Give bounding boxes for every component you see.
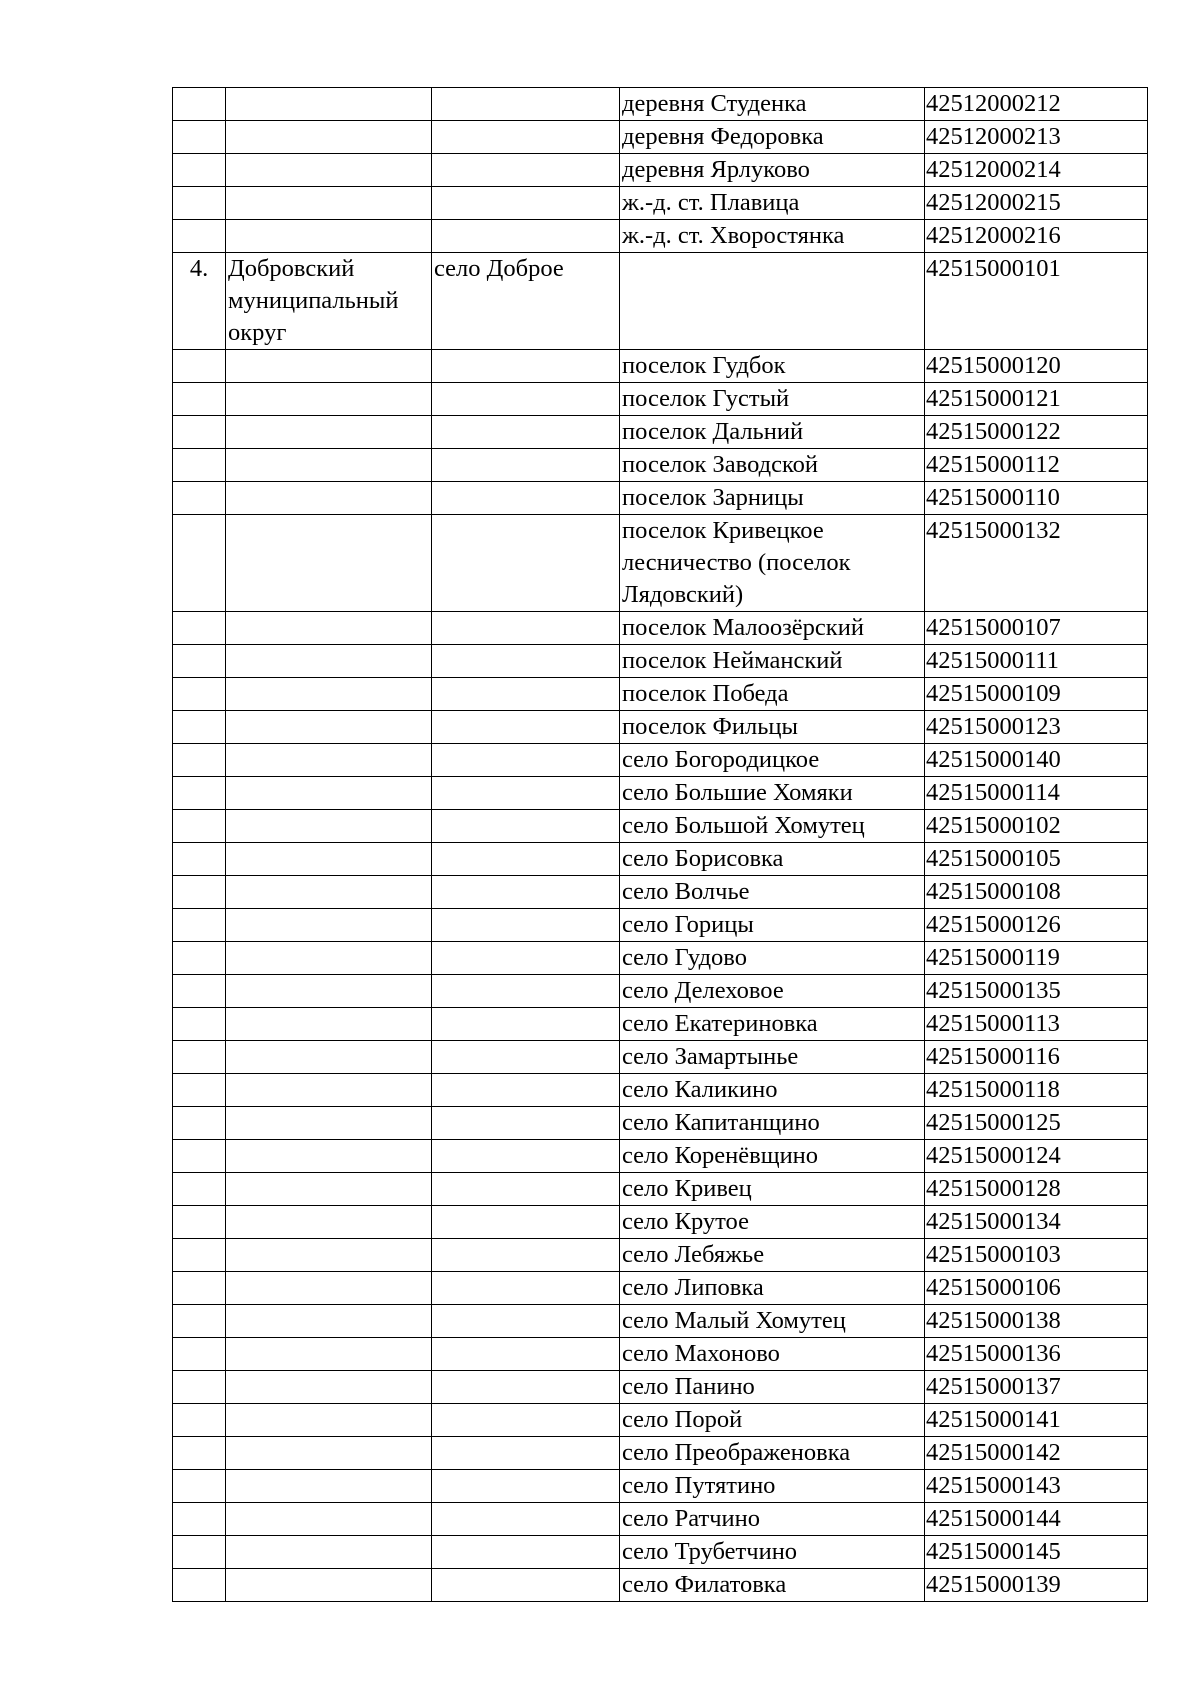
settlement-name-cell: село Капитанщино <box>620 1107 925 1140</box>
code-cell: 42515000124 <box>925 1140 1148 1173</box>
admin-center-cell <box>432 1437 620 1470</box>
settlement-name-cell: село Ратчино <box>620 1503 925 1536</box>
table-row <box>173 843 1148 876</box>
admin-center-cell <box>432 612 620 645</box>
table-row <box>173 1470 1148 1503</box>
admin-center-cell <box>432 1140 620 1173</box>
district-cell <box>226 1569 432 1602</box>
row-number-cell <box>173 876 226 909</box>
district-cell <box>226 810 432 843</box>
settlement-name-cell: поселок Заводской <box>620 449 925 482</box>
district-cell <box>226 1470 432 1503</box>
table-row <box>173 711 1148 744</box>
table-row <box>173 1437 1148 1470</box>
admin-center-cell <box>432 220 620 253</box>
district-cell <box>226 645 432 678</box>
row-number-cell <box>173 383 226 416</box>
table-row <box>173 876 1148 909</box>
code-cell: 42515000119 <box>925 942 1148 975</box>
district-cell <box>226 1239 432 1272</box>
admin-center-cell <box>432 1239 620 1272</box>
admin-center-cell <box>432 975 620 1008</box>
district-cell <box>226 777 432 810</box>
table-row <box>173 253 1148 350</box>
admin-center-cell <box>432 121 620 154</box>
table-row <box>173 975 1148 1008</box>
admin-center-cell <box>432 482 620 515</box>
district-cell <box>226 1371 432 1404</box>
table-row <box>173 1503 1148 1536</box>
admin-center-cell <box>432 1107 620 1140</box>
admin-center-cell <box>432 843 620 876</box>
admin-center-cell <box>432 1272 620 1305</box>
row-number-cell <box>173 777 226 810</box>
row-number-cell <box>173 1536 226 1569</box>
code-cell: 42512000216 <box>925 220 1148 253</box>
row-number-cell <box>173 1371 226 1404</box>
district-cell <box>226 612 432 645</box>
district-cell <box>226 1503 432 1536</box>
admin-center-cell <box>432 876 620 909</box>
table-row <box>173 1305 1148 1338</box>
settlement-name-cell: село Малый Хомутец <box>620 1305 925 1338</box>
code-cell: 42515000121 <box>925 383 1148 416</box>
settlement-name-cell: село Богородицкое <box>620 744 925 777</box>
row-number-cell <box>173 843 226 876</box>
row-number-cell <box>173 1239 226 1272</box>
row-number-cell <box>173 1569 226 1602</box>
row-number-cell <box>173 449 226 482</box>
table-row <box>173 1338 1148 1371</box>
settlement-name-cell: село Горицы <box>620 909 925 942</box>
settlement-name-cell: село Борисовка <box>620 843 925 876</box>
settlement-name-cell: поселок Кривецкое лесничество (поселок Лядовский) <box>620 515 925 612</box>
code-cell: 42515000140 <box>925 744 1148 777</box>
code-cell: 42515000107 <box>925 612 1148 645</box>
settlement-name-cell: село Большие Хомяки <box>620 777 925 810</box>
code-cell: 42512000212 <box>925 88 1148 121</box>
table-row <box>173 1041 1148 1074</box>
admin-center-cell <box>432 810 620 843</box>
admin-center-cell <box>432 1041 620 1074</box>
table-row <box>173 678 1148 711</box>
admin-center-cell <box>432 1173 620 1206</box>
code-cell: 42512000215 <box>925 187 1148 220</box>
row-number-cell <box>173 88 226 121</box>
row-number-cell <box>173 942 226 975</box>
admin-center-cell <box>432 744 620 777</box>
district-cell <box>226 942 432 975</box>
code-cell: 42512000214 <box>925 154 1148 187</box>
row-number-cell <box>173 220 226 253</box>
settlement-name-cell: село Каликино <box>620 1074 925 1107</box>
table-row <box>173 154 1148 187</box>
district-cell <box>226 1008 432 1041</box>
settlement-name-cell: село Замартынье <box>620 1041 925 1074</box>
admin-center-cell <box>432 449 620 482</box>
settlement-name-cell: село Филатовка <box>620 1569 925 1602</box>
code-cell: 42515000108 <box>925 876 1148 909</box>
table-row <box>173 1536 1148 1569</box>
settlement-name-cell: село Крутое <box>620 1206 925 1239</box>
row-number-cell <box>173 416 226 449</box>
row-number-cell <box>173 1272 226 1305</box>
code-cell: 42515000106 <box>925 1272 1148 1305</box>
code-cell: 42515000116 <box>925 1041 1148 1074</box>
table-row <box>173 1206 1148 1239</box>
code-cell: 42515000103 <box>925 1239 1148 1272</box>
settlement-name-cell: поселок Малоозёрский <box>620 612 925 645</box>
district-cell <box>226 187 432 220</box>
district-cell <box>226 416 432 449</box>
table-row <box>173 220 1148 253</box>
row-number-cell <box>173 515 226 612</box>
row-number-cell <box>173 1470 226 1503</box>
admin-center-cell <box>432 1008 620 1041</box>
admin-center-cell <box>432 711 620 744</box>
district-cell <box>226 482 432 515</box>
district-cell <box>226 1074 432 1107</box>
settlement-name-cell: поселок Фильцы <box>620 711 925 744</box>
district-cell <box>226 1107 432 1140</box>
district-cell <box>226 1272 432 1305</box>
row-number-cell <box>173 1503 226 1536</box>
table-row <box>173 1140 1148 1173</box>
table-row <box>173 449 1148 482</box>
settlement-name-cell: ж.-д. ст. Хворостянка <box>620 220 925 253</box>
admin-center-cell <box>432 1470 620 1503</box>
district-cell <box>226 154 432 187</box>
district-cell <box>226 744 432 777</box>
row-number-cell <box>173 1305 226 1338</box>
settlement-name-cell: поселок Гудбок <box>620 350 925 383</box>
row-number-cell <box>173 612 226 645</box>
admin-center-cell <box>432 1404 620 1437</box>
admin-center-cell <box>432 1503 620 1536</box>
admin-center-cell <box>432 1536 620 1569</box>
district-cell <box>226 1305 432 1338</box>
code-cell: 42515000143 <box>925 1470 1148 1503</box>
settlement-name-cell: деревня Студенка <box>620 88 925 121</box>
settlement-name-cell: ж.-д. ст. Плавица <box>620 187 925 220</box>
settlement-name-cell: село Гудово <box>620 942 925 975</box>
admin-center-cell <box>432 645 620 678</box>
row-number-cell <box>173 744 226 777</box>
table-row <box>173 1239 1148 1272</box>
row-number-cell <box>173 711 226 744</box>
settlement-name-cell <box>620 253 925 350</box>
settlement-name-cell: село Порой <box>620 1404 925 1437</box>
code-cell: 42515000135 <box>925 975 1148 1008</box>
table-row <box>173 1371 1148 1404</box>
district-cell <box>226 449 432 482</box>
row-number-cell <box>173 909 226 942</box>
settlement-name-cell: поселок Зарницы <box>620 482 925 515</box>
admin-center-cell <box>432 777 620 810</box>
code-cell: 42515000138 <box>925 1305 1148 1338</box>
table-row <box>173 777 1148 810</box>
table-row <box>173 416 1148 449</box>
row-number-cell <box>173 810 226 843</box>
row-number-cell <box>173 1074 226 1107</box>
row-number-cell <box>173 678 226 711</box>
admin-center-cell <box>432 416 620 449</box>
admin-center-cell <box>432 1569 620 1602</box>
admin-center-cell <box>432 1371 620 1404</box>
district-cell <box>226 515 432 612</box>
settlement-name-cell: село Трубетчино <box>620 1536 925 1569</box>
admin-center-cell <box>432 1206 620 1239</box>
code-cell: 42515000141 <box>925 1404 1148 1437</box>
settlement-name-cell: село Коренёвщино <box>620 1140 925 1173</box>
code-cell: 42515000126 <box>925 909 1148 942</box>
admin-center-cell <box>432 909 620 942</box>
district-cell <box>226 1404 432 1437</box>
code-cell: 42515000109 <box>925 678 1148 711</box>
district-cell <box>226 1206 432 1239</box>
row-number-cell <box>173 975 226 1008</box>
district-cell <box>226 350 432 383</box>
table-row <box>173 810 1148 843</box>
settlement-name-cell: село Липовка <box>620 1272 925 1305</box>
district-cell <box>226 975 432 1008</box>
row-number-cell <box>173 1173 226 1206</box>
table-row <box>173 482 1148 515</box>
code-cell: 42515000137 <box>925 1371 1148 1404</box>
row-number-cell <box>173 482 226 515</box>
table-row <box>173 1272 1148 1305</box>
row-number-cell <box>173 1107 226 1140</box>
code-cell: 42515000144 <box>925 1503 1148 1536</box>
settlement-name-cell: поселок Густый <box>620 383 925 416</box>
row-number-cell <box>173 1338 226 1371</box>
code-cell: 42515000145 <box>925 1536 1148 1569</box>
settlement-name-cell: село Лебяжье <box>620 1239 925 1272</box>
district-cell: Добровский муниципальный округ <box>226 253 432 350</box>
row-number-cell <box>173 154 226 187</box>
settlement-name-cell: село Преображеновка <box>620 1437 925 1470</box>
table-row <box>173 1074 1148 1107</box>
table-row <box>173 121 1148 154</box>
row-number-cell: 4. <box>173 253 226 350</box>
admin-center-cell <box>432 383 620 416</box>
district-cell <box>226 1173 432 1206</box>
code-cell: 42515000134 <box>925 1206 1148 1239</box>
table-row <box>173 350 1148 383</box>
code-cell: 42515000120 <box>925 350 1148 383</box>
row-number-cell <box>173 1041 226 1074</box>
admin-center-cell <box>432 88 620 121</box>
row-number-cell <box>173 121 226 154</box>
district-cell <box>226 1536 432 1569</box>
code-cell: 42515000139 <box>925 1569 1148 1602</box>
row-number-cell <box>173 350 226 383</box>
table-row <box>173 1404 1148 1437</box>
code-cell: 42515000136 <box>925 1338 1148 1371</box>
table-row <box>173 1569 1148 1602</box>
code-cell: 42515000101 <box>925 253 1148 350</box>
district-cell <box>226 843 432 876</box>
code-cell: 42515000105 <box>925 843 1148 876</box>
table-row <box>173 942 1148 975</box>
settlement-name-cell: село Путятино <box>620 1470 925 1503</box>
code-cell: 42515000114 <box>925 777 1148 810</box>
row-number-cell <box>173 1437 226 1470</box>
row-number-cell <box>173 645 226 678</box>
district-cell <box>226 1437 432 1470</box>
row-number-cell <box>173 1008 226 1041</box>
settlement-name-cell: поселок Нейманский <box>620 645 925 678</box>
code-cell: 42515000118 <box>925 1074 1148 1107</box>
settlement-name-cell: деревня Федоровка <box>620 121 925 154</box>
table-row <box>173 645 1148 678</box>
district-cell <box>226 121 432 154</box>
table-row <box>173 187 1148 220</box>
code-cell: 42515000111 <box>925 645 1148 678</box>
admin-center-cell <box>432 942 620 975</box>
admin-center-cell <box>432 187 620 220</box>
district-cell <box>226 1338 432 1371</box>
code-cell: 42515000122 <box>925 416 1148 449</box>
district-cell <box>226 678 432 711</box>
table-row <box>173 1107 1148 1140</box>
settlement-name-cell: поселок Победа <box>620 678 925 711</box>
settlement-name-cell: село Кривец <box>620 1173 925 1206</box>
district-cell <box>226 1041 432 1074</box>
settlement-name-cell: село Волчье <box>620 876 925 909</box>
code-cell: 42515000142 <box>925 1437 1148 1470</box>
district-cell <box>226 383 432 416</box>
row-number-cell <box>173 1140 226 1173</box>
table-row <box>173 1173 1148 1206</box>
district-cell <box>226 1140 432 1173</box>
code-cell: 42515000123 <box>925 711 1148 744</box>
code-cell: 42515000102 <box>925 810 1148 843</box>
table-row <box>173 515 1148 612</box>
code-cell: 42515000132 <box>925 515 1148 612</box>
settlement-name-cell: поселок Дальний <box>620 416 925 449</box>
table-row <box>173 1008 1148 1041</box>
admin-center-cell <box>432 1338 620 1371</box>
admin-center-cell: село Доброе <box>432 253 620 350</box>
code-cell: 42515000125 <box>925 1107 1148 1140</box>
admin-center-cell <box>432 350 620 383</box>
row-number-cell <box>173 187 226 220</box>
district-cell <box>226 88 432 121</box>
settlement-code-table <box>172 87 1148 1602</box>
settlement-name-cell: село Махоново <box>620 1338 925 1371</box>
district-cell <box>226 220 432 253</box>
district-cell <box>226 876 432 909</box>
admin-center-cell <box>432 1305 620 1338</box>
settlement-name-cell: село Екатериновка <box>620 1008 925 1041</box>
district-cell <box>226 711 432 744</box>
table-row <box>173 612 1148 645</box>
row-number-cell <box>173 1206 226 1239</box>
admin-center-cell <box>432 1074 620 1107</box>
settlement-name-cell: деревня Ярлуково <box>620 154 925 187</box>
code-cell: 42515000128 <box>925 1173 1148 1206</box>
table-row <box>173 88 1148 121</box>
table-row <box>173 744 1148 777</box>
table-row <box>173 383 1148 416</box>
district-cell <box>226 909 432 942</box>
admin-center-cell <box>432 154 620 187</box>
code-cell: 42515000110 <box>925 482 1148 515</box>
table-body <box>173 88 1148 1602</box>
code-cell: 42515000113 <box>925 1008 1148 1041</box>
admin-center-cell <box>432 515 620 612</box>
admin-center-cell <box>432 678 620 711</box>
row-number-cell <box>173 1404 226 1437</box>
settlement-name-cell: село Панино <box>620 1371 925 1404</box>
code-cell: 42515000112 <box>925 449 1148 482</box>
settlement-name-cell: село Делеховое <box>620 975 925 1008</box>
table-row <box>173 909 1148 942</box>
settlement-name-cell: село Большой Хомутец <box>620 810 925 843</box>
code-cell: 42512000213 <box>925 121 1148 154</box>
